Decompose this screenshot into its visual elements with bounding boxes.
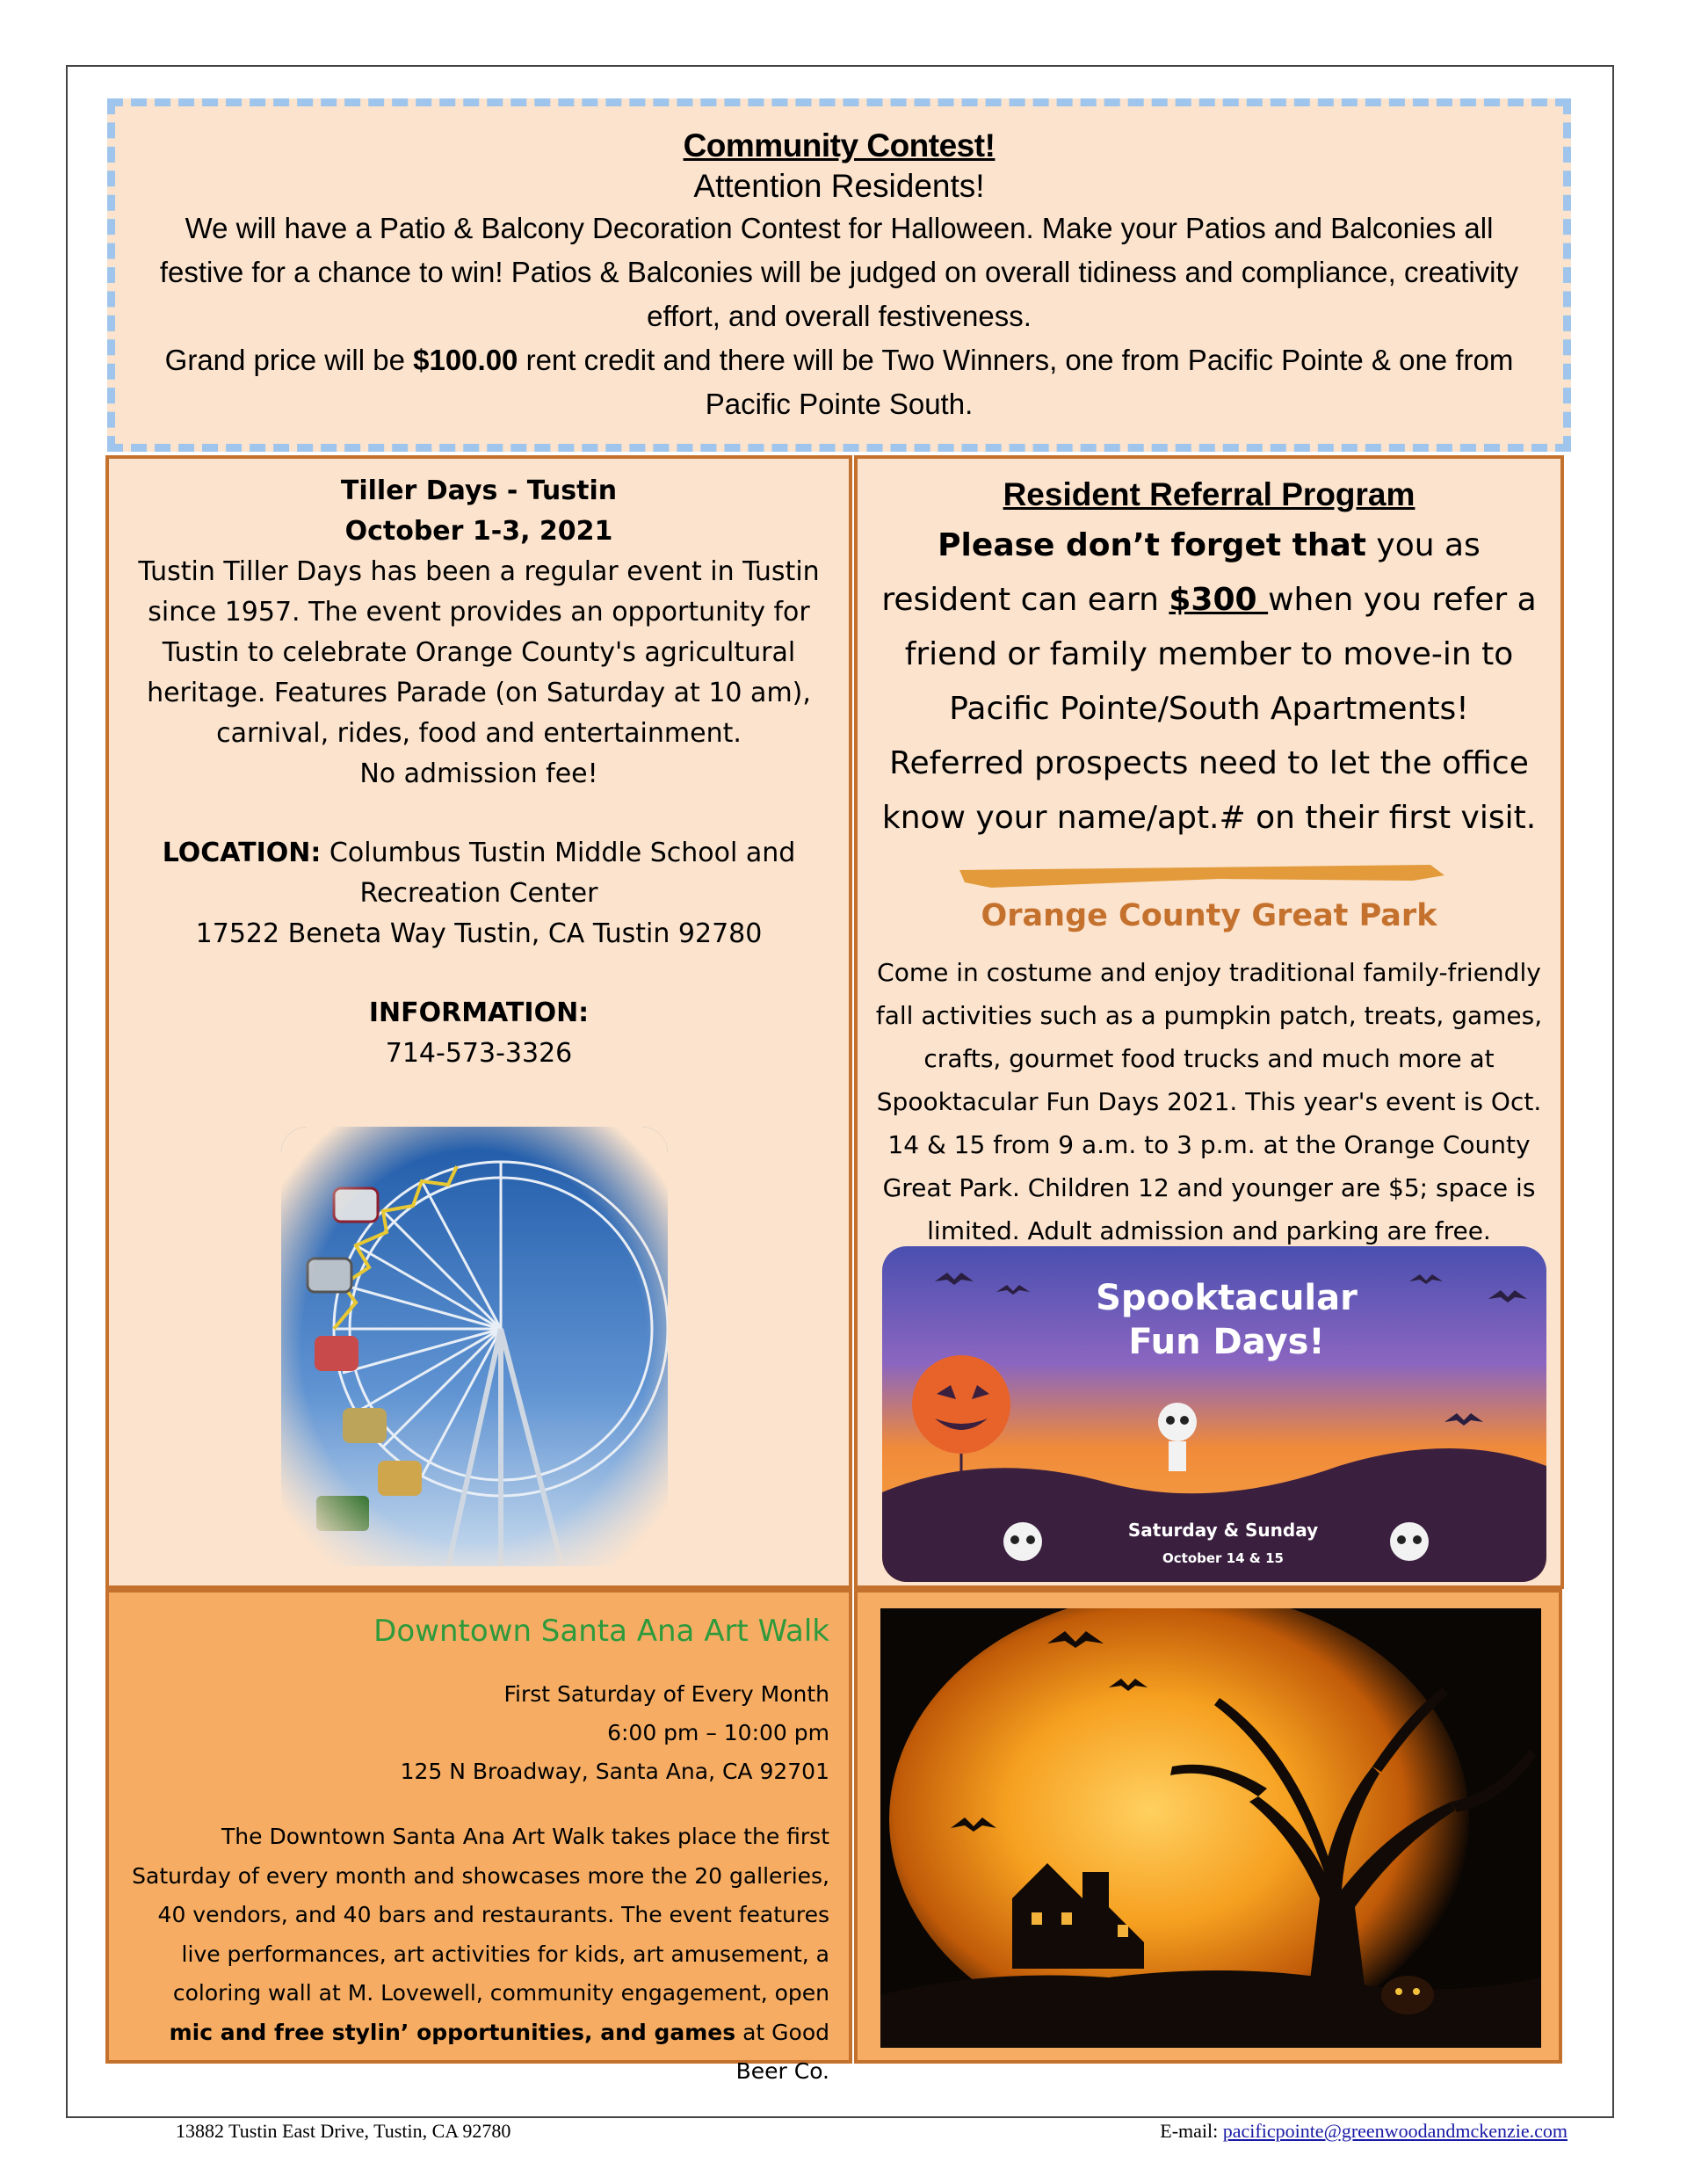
referral-title: Resident Referral Program (1003, 476, 1415, 512)
footer-email-link[interactable]: pacificpointe@greenwoodandmckenzie.com (1222, 2120, 1568, 2142)
referral-content (858, 459, 1560, 845)
ferris-wheel-image (281, 1127, 668, 1566)
contest-body (150, 207, 1528, 426)
footer-email-label: E-mail: (1160, 2120, 1223, 2142)
art-walk-body: The Downtown Santa Ana Art Walk takes place the first Saturday of every month and showcases more the 20 galleries, 40 vendors, and 40 bars and restaurants. The event features live performances, art activities for kids, art amusement, a coloring wall at M. Lovewell, community engagement, open (132, 1824, 829, 2006)
halloween-moon-tree-image (880, 1608, 1541, 2048)
referral-lead: Please don’t forget that (938, 527, 1366, 563)
tiller-admission: No admission fee! (359, 758, 598, 789)
art-walk-hours: 6:00 pm – 10:00 pm (607, 1720, 829, 1745)
art-walk-body-end: at Good Beer Co. (735, 2019, 829, 2084)
referral-note: Referred prospects need to let the office know your name/apt.# on their first visit. (881, 745, 1537, 836)
tiller-days-content (109, 459, 849, 1074)
spooktacular-graphic (882, 1246, 1546, 1582)
spook-line-2: Fun Days! (1128, 1322, 1325, 1362)
referral-amount: $300 (1169, 582, 1269, 618)
footer-address: 13882 Tustin East Drive, Tustin, CA 92780 (176, 2120, 511, 2142)
tiller-description: Tustin Tiller Days has been a regular event in Tustin since 1957. The event provides an opportunity for Tustin to celebrate Orange County's agricultural heritage. Features Parade (on Saturday at 10 am), carnival, rides, food and entertainment. (138, 556, 820, 749)
tiller-location-label: LOCATION: (162, 838, 322, 868)
referral-tail: when you refer a friend or family member to move-in to Pacific Pointe/South Apartments! (904, 582, 1537, 727)
tiller-info-label: INFORMATION: (368, 998, 590, 1028)
contest-prize-amount: $100.00 (413, 344, 518, 376)
tiller-days-panel (105, 455, 852, 1589)
referral-lead-rest: you as resident can earn (881, 527, 1481, 618)
art-walk-address: 125 N Broadway, Santa Ana, CA 92701 (400, 1759, 829, 1784)
great-park-title: Orange County Great Park (981, 898, 1437, 933)
art-walk-body-bold: mic and free stylin’ opportunities, and games (169, 2019, 736, 2045)
tiller-title: Tiller Days - Tustin (340, 475, 618, 506)
contest-description: We will have a Patio & Balcony Decoration Contest for Halloween. Make your Patios and Balconies all festive for a chance to win! Patios & Balconies will be judged on overall tidiness and compliance, creativity effort, and overall festiveness. (159, 212, 1519, 332)
referral-panel (854, 455, 1564, 1589)
spooktacular-image (882, 1246, 1546, 1582)
contest-prize (150, 338, 1528, 426)
contest-prize-suffix: rent credit and there will be Two Winners, one from Pacific Pointe & one from Pacific Pointe South. (518, 344, 1514, 420)
spook-line-1: Spooktacular (1096, 1278, 1358, 1318)
community-contest-box (107, 98, 1571, 452)
footer-contact (1160, 2120, 1568, 2143)
tiller-phone: 714-573-3326 (385, 1038, 573, 1069)
referral-body (870, 519, 1548, 845)
art-walk-content (109, 1593, 849, 2092)
spook-dates: October 14 & 15 (1162, 1550, 1284, 1566)
art-walk-title: Downtown Santa Ana Art Walk (373, 1614, 829, 1649)
spook-days: Saturday & Sunday (1127, 1520, 1319, 1541)
art-walk-description (128, 1818, 829, 2092)
brush-stroke-divider (956, 861, 1448, 891)
contest-subtitle: Attention Residents! (693, 168, 985, 204)
art-walk-schedule: First Saturday of Every Month (503, 1681, 829, 1707)
tiller-location-value: Columbus Tustin Middle School and Recreation Center (321, 838, 796, 909)
contest-title: Community Contest! (683, 127, 996, 163)
contest-prize-prefix: Grand price will be (164, 344, 414, 376)
great-park-description: Come in costume and enjoy traditional family-friendly fall activities such as a pumpkin patch, treats, games, crafts, gourmet food trucks and much more at Spooktacular Fun Days 2021. This year's event is Oct. 14 & 15 from 9 a.m. to 3 p.m. at the Orange County Great Park. Children 12 and younger are $5; space is limited. Adult admission and parking are free. (875, 958, 1543, 1245)
art-walk-panel (105, 1589, 852, 2084)
tiller-dates: October 1-3, 2021 (344, 516, 613, 547)
tiller-location (127, 833, 831, 914)
tiller-address: 17522 Beneta Way Tustin, CA Tustin 92780 (195, 918, 763, 949)
art-walk-details (128, 1675, 829, 1791)
halloween-image-panel (854, 1589, 1562, 2064)
